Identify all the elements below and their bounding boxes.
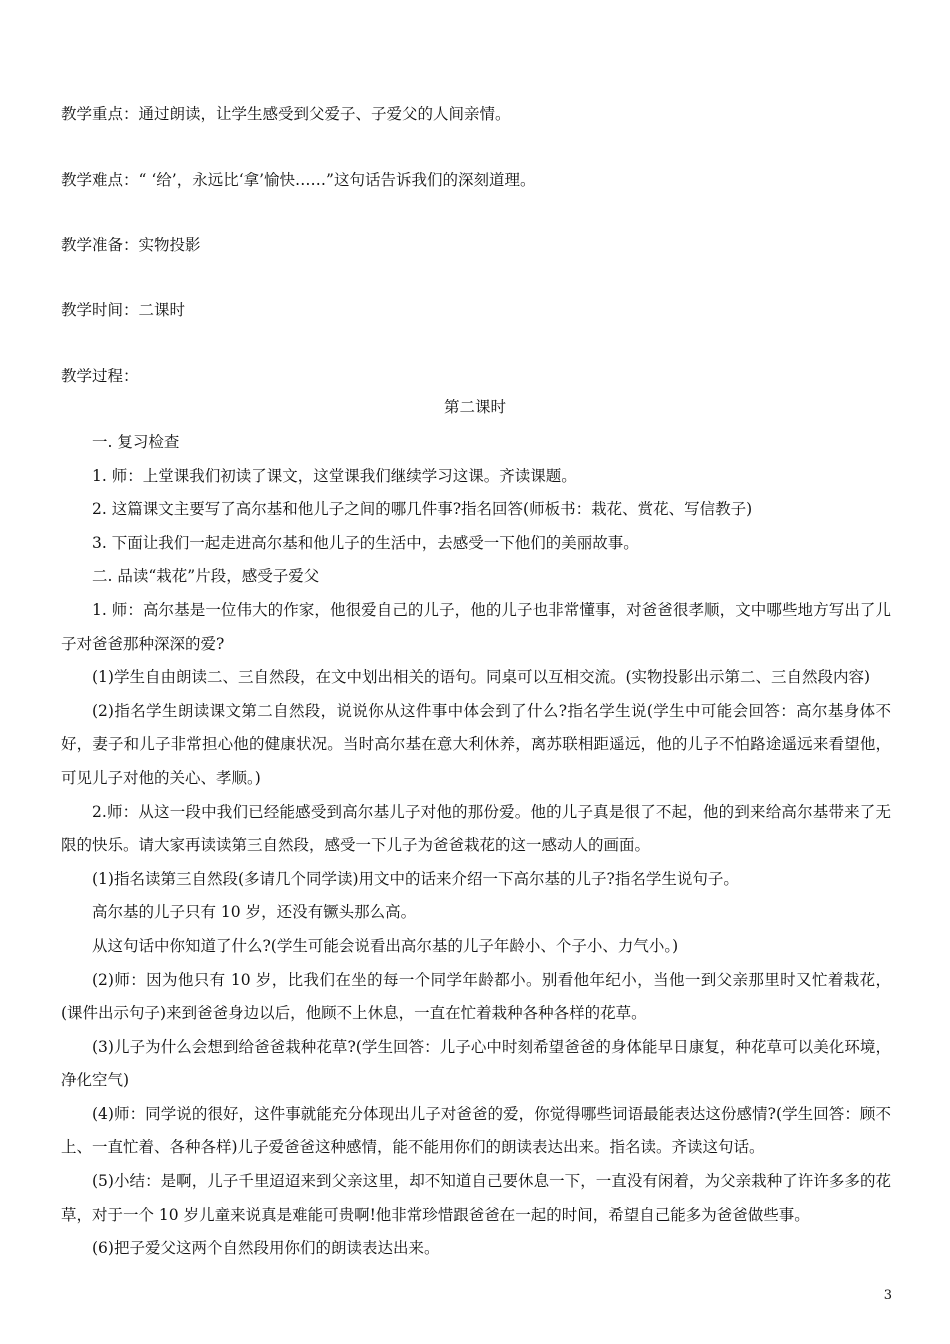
paragraph: 3. 下面让我们一起走进高尔基和他儿子的生活中，去感受一下他们的美丽故事。 [92,533,639,552]
paragraph: (6)把子爱父这两个自然段用你们的朗读表达出来。 [92,1239,440,1258]
teaching-difficulty: 教学难点：“ ‘给’，永远比‘拿’愉快……”这句话告诉我们的深刻道理。 [61,171,536,189]
paragraph: (1)指名读第三自然段(多请几个同学读)用文中的话来介绍一下高尔基的儿子?指名学生说句子。 [92,869,739,888]
paragraph: 二. 品读“栽花”片段，感受子爱父 [92,567,320,586]
lesson-body [61,426,891,1266]
page-number: 3 [883,1288,892,1303]
teaching-preparation: 教学准备：实物投影 [61,236,201,254]
teaching-key-point: 教学重点：通过朗读，让学生感受到父爱子、子爱父的人间亲情。 [61,105,511,123]
paragraph: (2)指名学生朗读课文第二自然段，说说你从这件事中体会到了什么?指名学生说(学生中可能会回答：高尔基身体不好，妻子和儿子非常担心他的健康状况。当时高尔基在意大利休养，离苏联相距遥远，他的儿子不怕路途遥远来看望他，可见儿子对他的关心、孝顺。) [61,701,891,787]
teaching-time: 教学时间：二课时 [61,301,186,319]
paragraph: (5)小结：是啊，儿子千里迢迢来到父亲这里，却不知道自己要休息一下，一直没有闲着，为父亲栽种了许许多多的花草，对于一个 10 岁儿童来说真是难能可贵啊!他非常珍惜跟爸爸在一起的时间，希望自己能多为爸爸做些事。 [61,1172,891,1224]
paragraph: (3)儿子为什么会想到给爸爸栽种花草?(学生回答：儿子心中时刻希望爸爸的身体能早日康复，种花草可以美化环境，净化空气) [61,1037,891,1090]
paragraph: 2.师：从这一段中我们已经能感受到高尔基儿子对他的那份爱。他的儿子真是很了不起，他的到来给高尔基带来了无限的快乐。请大家再读读第三自然段，感受一下儿子为爸爸栽花的这一感动人的画面。 [61,802,891,855]
paragraph: (4)师：同学说的很好，这件事就能充分体现出儿子对爸爸的爱，你觉得哪些词语最能表达这份感情?(学生回答：顾不上、一直忙着、各种各样)儿子爱爸爸这种感情，能不能用你们的朗读表达出来。指名读。齐读这句话。 [61,1104,891,1157]
paragraph: 1. 师：高尔基是一位伟大的作家，他很爱自己的儿子，他的儿子也非常懂事，对爸爸很孝顺，文中哪些地方写出了儿子对爸爸那种深深的爱? [61,600,891,653]
teaching-process: 教学过程： [61,367,139,385]
paragraph: (1)学生自由朗读二、三自然段，在文中划出相关的语句。同桌可以互相交流。(实物投影出示第二、三自然段内容) [92,668,871,687]
paragraph: 高尔基的儿子只有 10 岁，还没有镢头那么高。 [92,903,417,922]
paragraph: 从这句话中你知道了什么?(学生可能会说看出高尔基的儿子年龄小、个子小、力气小。) [92,936,679,955]
paragraph: (2)师：因为他只有 10 岁，比我们在坐的每一个同学年龄都小。别看他年纪小，当他一到父亲那里时又忙着栽花，(课件出示句子)来到爸爸身边以后，他顾不上休息，一直在忙着栽种各种各样的花草。 [61,970,891,1023]
paragraph: 2. 这篇课文主要写了高尔基和他儿子之间的哪几件事?指名回答(师板书：栽花、赏花、写信教子) [92,500,753,519]
paragraph: 1. 师：上堂课我们初读了课文，这堂课我们继续学习这课。齐读课题。 [92,466,577,485]
paragraph: 一. 复习检查 [92,433,180,451]
lesson-title: 第二课时 [443,398,506,416]
